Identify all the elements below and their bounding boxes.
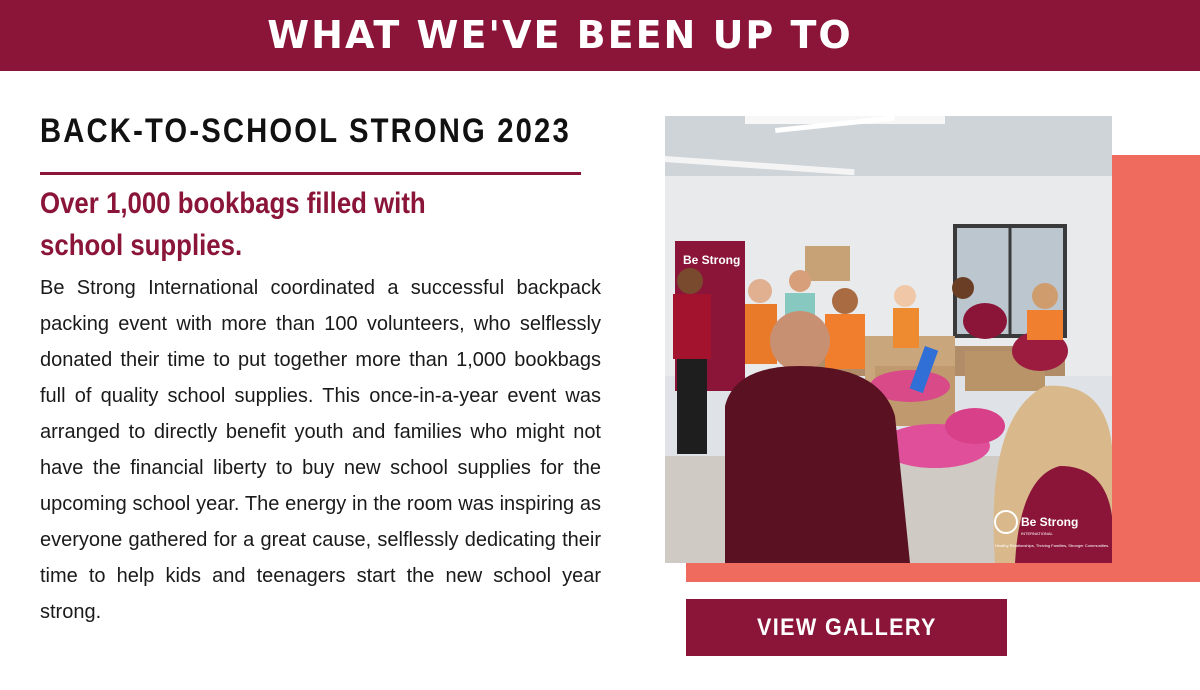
- photo-illustration: [665, 116, 1112, 563]
- event-photo: [665, 116, 1112, 563]
- svg-text:Healthy Relationships, Thrivin: Healthy Relationships, Thriving Families, Stronger Communities.: [995, 543, 1110, 548]
- svg-text:Be Strong: Be Strong: [1021, 515, 1079, 529]
- svg-text:INTERNATIONAL: INTERNATIONAL: [1021, 531, 1053, 536]
- view-gallery-button[interactable]: [686, 599, 1007, 656]
- view-gallery-label: VIEW GALLERY: [756, 613, 937, 641]
- header-band: [0, 0, 1200, 71]
- svg-text:Be Strong: Be Strong: [683, 253, 741, 267]
- title-divider: [40, 172, 581, 175]
- event-title: BACK-TO-SCHOOL STRONG 2023: [40, 112, 571, 150]
- event-description: Be Strong International coordinated a successful backpack packing event with more than 100 volunteers, who selflessly donated their time to put together more than 1,000 bookbags full of quality school supplies. This once-in-a-year event was arranged to directly benefit youth and families who might not have the financial liberty to buy new school supplies for the upcoming school year. The energy in the room was inspiring as everyone gathered for a great cause, selflessly dedicating their time to help kids and teenagers start the new school year strong.: [40, 277, 601, 623]
- section-header-title: WHAT WE'VE BEEN UP TO: [267, 13, 853, 57]
- event-subtitle: Over 1,000 bookbags filled with school supplies.: [40, 187, 426, 262]
